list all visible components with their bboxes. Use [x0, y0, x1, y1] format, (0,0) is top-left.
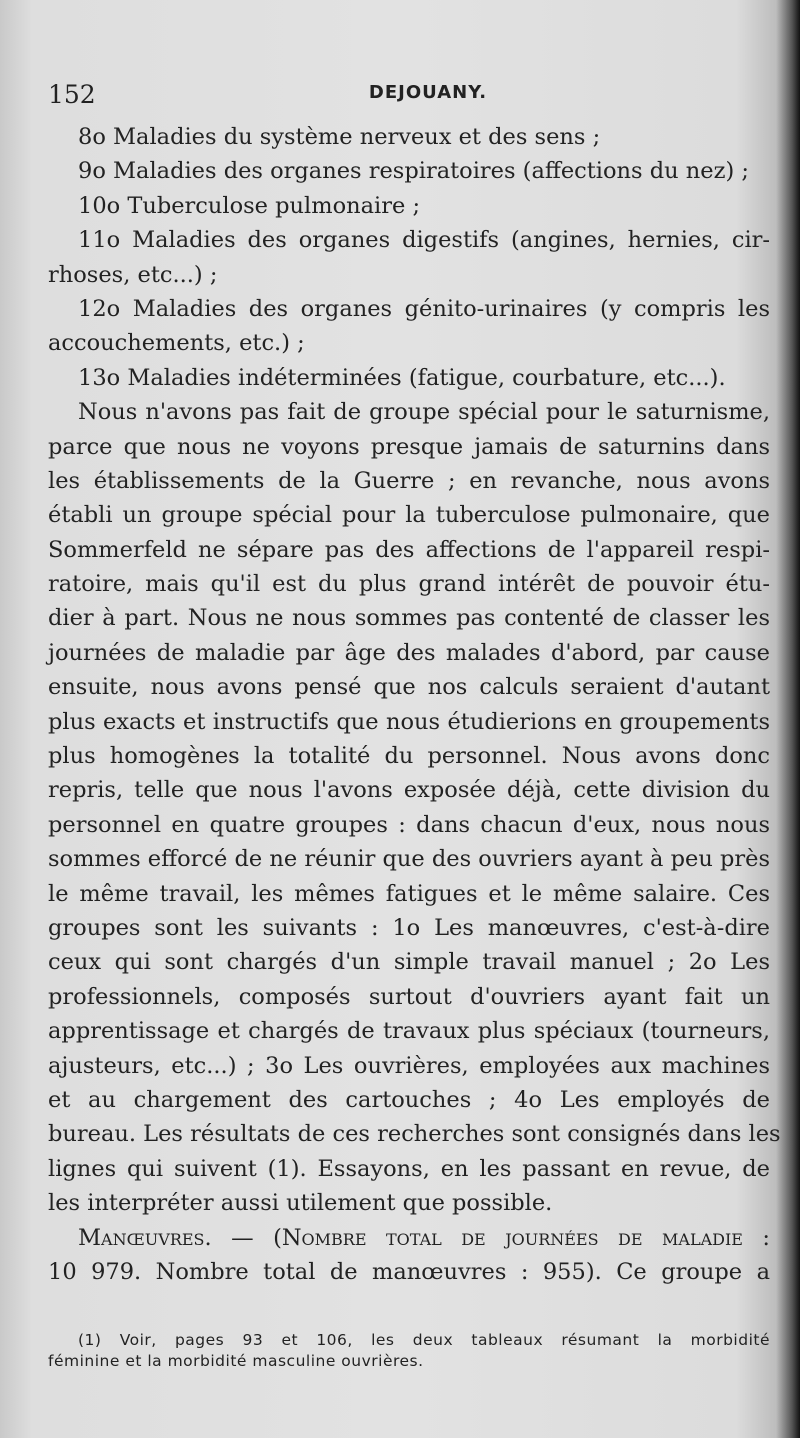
text-line: plus homogènes la totalité du personnel. Nous avons donc: [48, 743, 770, 770]
text-line: établi un groupe spécial pour la tuberculose pulmonaire, que: [48, 502, 770, 529]
text-line: ceux qui sont chargés d'un simple travail manuel ; 2o Les: [48, 949, 770, 976]
text-line: professionnels, composés surtout d'ouvriers ayant fait un: [48, 983, 770, 1010]
running-title: DEJOUANY.: [368, 82, 488, 103]
text-line: 10o Tuberculose pulmonaire ;: [78, 192, 421, 219]
text-line: le même travail, les mêmes fatigues et le même salaire. Ces: [48, 880, 770, 907]
text-line: 11o Maladies des organes digestifs (angines, hernies, cir-: [78, 227, 770, 254]
footnote: [48, 1330, 770, 1372]
text-line: Sommerfeld ne sépare pas des affections de l'appareil respi-: [48, 536, 770, 563]
text-line: ajusteurs, etc...) ; 3o Les ouvrières, employées aux machines: [48, 1052, 770, 1079]
body-text: [48, 120, 781, 1289]
text-line: journées de maladie par âge des malades d'abord, par cause: [48, 639, 770, 666]
page-number: 152: [48, 80, 96, 109]
text-line: parce que nous ne voyons presque jamais de saturnins dans: [48, 433, 770, 460]
page-header: [48, 80, 768, 112]
text-line: dier à part. Nous ne nous sommes pas contenté de classer les: [48, 605, 770, 632]
text-line: repris, telle que nous l'avons exposée déjà, cette division du: [48, 777, 770, 804]
footnote-line: féminine et la morbidité masculine ouvrières.: [48, 1352, 424, 1370]
footnote-line: (1) Voir, pages 93 et 106, les deux tableaux résumant la morbidité: [78, 1331, 770, 1349]
text-line: 9o Maladies des organes respiratoires (affections du nez) ;: [78, 158, 749, 185]
text-line: 8o Maladies du système nerveux et des sens ;: [78, 124, 601, 150]
text-line: 10 979. Nombre total de manœuvres : 955). Ce groupe a: [48, 1258, 770, 1285]
text-line: bureau. Les résultats de ces recherches sont consignés dans les: [48, 1121, 781, 1148]
text-line: 13o Maladies indéterminées (fatigue, courbature, etc...).: [78, 364, 726, 391]
text-line: personnel en quatre groupes : dans chacun d'eux, nous nous: [48, 811, 770, 838]
text-line: ratoire, mais qu'il est du plus grand intérêt de pouvoir étu-: [48, 571, 770, 598]
text-line: apprentissage et chargés de travaux plus spéciaux (tourneurs,: [48, 1018, 770, 1045]
text-line: rhoses, etc...) ;: [48, 261, 218, 288]
text-line: groupes sont les suivants : 1o Les manœuvres, c'est-à-dire: [48, 914, 770, 941]
text-line: et au chargement des cartouches ; 4o Les employés de: [48, 1086, 770, 1113]
text-line: les établissements de la Guerre ; en revanche, nous avons: [48, 467, 770, 494]
section-heading-line: Manœuvres. — (Nombre total de journées de maladie :: [78, 1224, 770, 1251]
text-line: les interpréter aussi utilement que possible.: [48, 1190, 553, 1217]
text-line: ensuite, nous avons pensé que nos calculs seraient d'autant: [48, 674, 770, 701]
text-line: accouchements, etc.) ;: [48, 330, 305, 357]
text-line: sommes efforcé de ne réunir que des ouvriers ayant à peu près: [48, 846, 770, 873]
text-line: 12o Maladies des organes génito-urinaires (y compris les: [78, 295, 770, 322]
text-line: plus exacts et instructifs que nous étudierions en groupements: [48, 708, 770, 735]
text-line: lignes qui suivent (1). Essayons, en les passant en revue, de: [48, 1155, 770, 1182]
text-line: Nous n'avons pas fait de groupe spécial pour le saturnisme,: [78, 399, 770, 426]
